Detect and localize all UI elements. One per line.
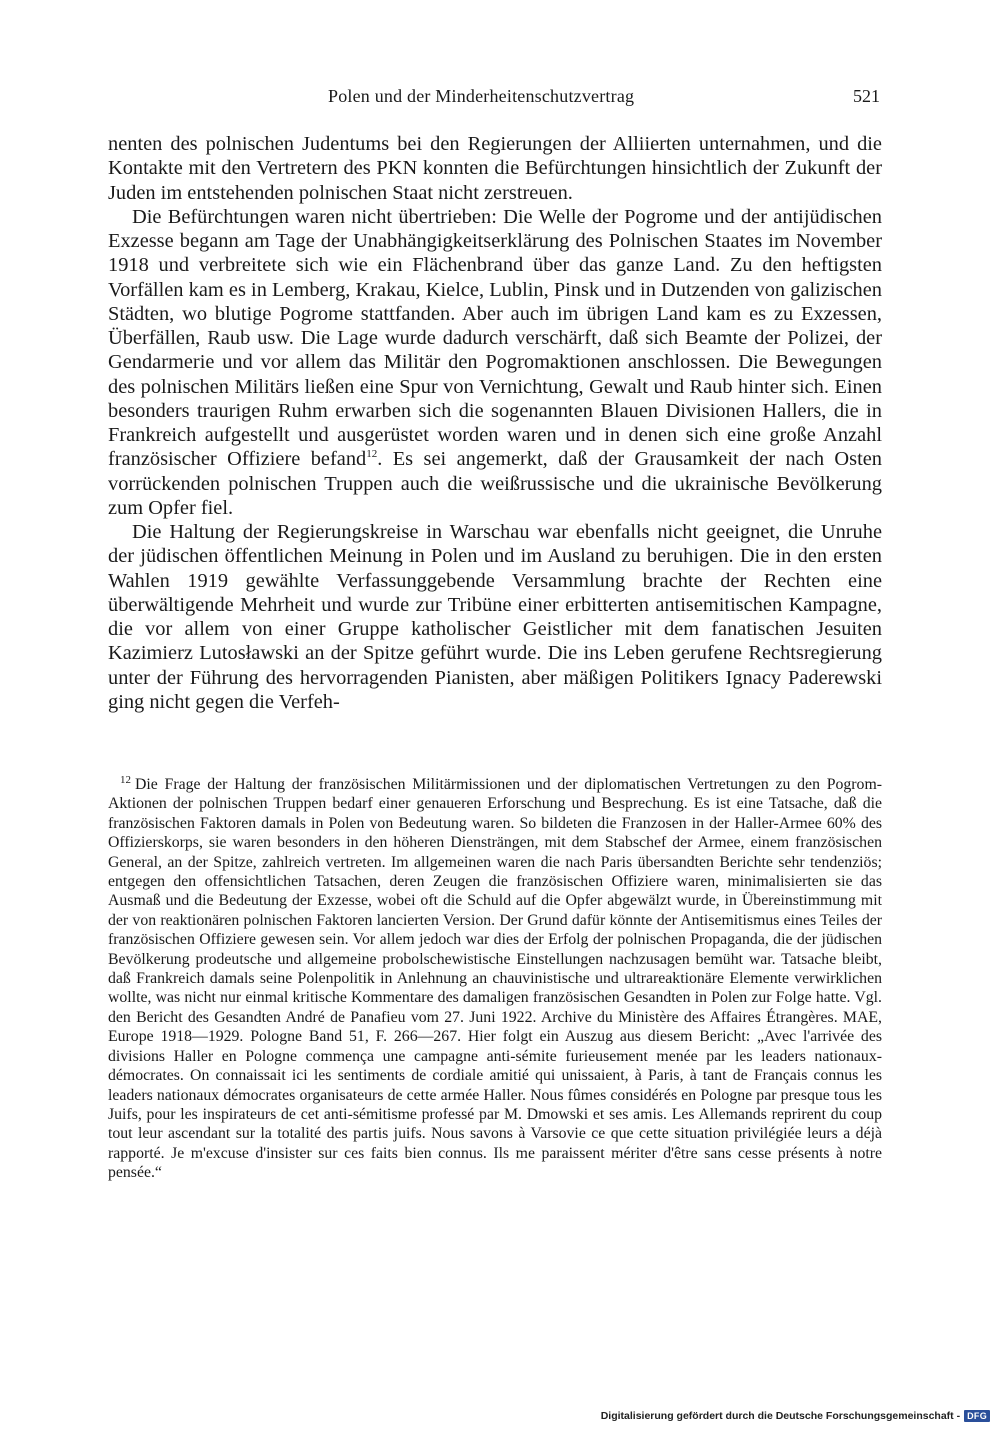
running-header xyxy=(108,86,880,110)
footnote-number: 12 xyxy=(120,773,131,786)
credit-text: Digitalisierung gefördert durch die Deutsche Forschungsgemeinschaft - xyxy=(600,1410,961,1422)
paragraph-2 xyxy=(108,205,882,520)
paragraph-1: nenten des polnischen Judentums bei den Regierungen der Alliierten unternahmen, und die Kontakte mit den Vertretern des PKN konnten die Befürchtungen hinsichtlich der Zukunft der Juden im entstehenden polnischen Staat nicht zerstreuen. xyxy=(108,133,882,204)
dfg-logo-icon: DFG xyxy=(964,1410,990,1422)
digitization-credit xyxy=(601,1410,990,1422)
paragraph-2-tail: . Es sei angemerkt, daß der Grausamkeit der nach Osten vorrückenden polnischen Truppen auch die weißrussische und die ukrainische Bevölkerung zum Opfer fiel. xyxy=(108,448,882,519)
running-title: Polen und der Minderheitenschutzvertrag xyxy=(328,86,635,106)
page-number: 521 xyxy=(853,86,880,106)
footnote-reference[interactable]: 12 xyxy=(366,448,378,461)
footnote xyxy=(108,775,882,1183)
main-text xyxy=(108,132,882,714)
paragraph-2-text: Die Befürchtungen waren nicht übertrieben: Die Welle der Pogrome und der antijüdischen Exzesse begann am Tage der Unabhängigkeitserklärung des Polnischen Staates im November 1918 und verbreitete sich wie ein Flächenbrand über das ganze Land. Zu den heftigsten Vorfällen kam es in Lemberg, Krakau, Kielce, Lublin, Pinsk und in Dutzenden von galizischen Städten, wo blutige Pogrome stattfanden. Aber auch im übrigen Land kam es zu Exzessen, Überfällen, Raub usw. Die Lage wurde dadurch verschärft, daß sich Beamte der Polizei, der Gendarmerie und vor allem das Militär den Pogromaktionen anschlossen. Die Bewegungen des polnischen Militärs ließen eine Spur von Vernichtung, Gewalt und Raub hinter sich. Einen besonders traurigen Ruhm erwarben sich die sogenannten Blauen Divisionen Hallers, die in Frankreich aufgestellt und ausgerüstet worden waren und in denen sich eine große Anzahl französischer Offiziere befand xyxy=(108,205,882,471)
paragraph-3: Die Haltung der Regierungskreise in Warschau war ebenfalls nicht geeignet, die Unruhe der jüdischen öffentlichen Meinung in Polen und im Ausland zu beruhigen. Die in den ersten Wahlen 1919 gewählte Verfassunggebende Versammlung brachte der Rechten eine überwältigende Mehrheit und wurde zur Tribüne einer erbitterten antisemitischen Kampagne, die vor allem von einer Gruppe katholischer Geistlicher mit dem fanatischen Jesuiten Kazimierz Lutosławski an der Spitze geführt wurde. Die ins Leben gerufene Rechtsregierung unter der Führung des hervorragenden Pianisten, aber mäßigen Politikers Ignacy Paderewski ging nicht gegen die Verfeh- xyxy=(108,521,882,713)
footnote-paragraph xyxy=(108,775,882,1183)
footnote-text: Die Frage der Haltung der französischen Militärmissionen und der diplomatischen Vertretungen zu den Pogrom-Aktionen der polnischen Truppen bedarf einer genaueren Erforschung und Besprechung. Es ist eine Tatsache, daß die französischen Faktoren damals in Polen von Bedeutung waren. So bildeten die Franzosen in der Haller-Armee 60% des Offizierskorps, sie waren besonders in den höheren Diensträngen, mit dem Stabschef der Armee, einem französischen General, an der Spitze, zahlreich vertreten. Im allgemeinen waren die nach Paris übersandten Berichte sehr tendenziös; entgegen den offensichtlichen Tatsachen, deren Zeugen die französischen Offiziere waren, minimalisierten sie das Ausmaß und die Bedeutung der Exzesse, wobei oft die Schuld auf die Opfer abgewälzt wurde, in Übereinstimmung mit der von reaktionären polnischen Faktoren lancierten Version. Der Grund dafür könnte der Antisemitismus eines Teiles der französischen Offiziere gewesen sein. Vor allem jedoch war dies der Erfolg der polnischen Propaganda, die der jüdischen Bevölkerung prodeutsche und allgemeine probolschewistische Einstellungen nachzusagen bemüht war. Tatsache bleibt, daß Frankreich damals seine Polenpolitik in Anlehnung an chauvinistische und ultrareaktionäre Elemente verwirklichen wollte, was nicht nur einmal kritische Kommentare des damaligen französischen Gesandten in Polen zur Folge hatte. Vgl. den Bericht des Gesandten André de Panafieu vom 27. Juni 1922. Archive du Ministère des Affaires Étrangères. MAE, Europe 1918—1929. Pologne Band 51, F. 266—267. Hier folgt ein Auszug aus diesem Bericht: „Avec l'arrivée des divisions Haller en Pologne commença une campagne anti-sémite furieusement menée par les leaders nationaux-démocrates. On connaissait ici les sentiments de cordiale amitié qui unissaient, à Paris, à tant de Français connus les leaders nationaux démocrates organisateurs de cette armée Haller. Nous fûmes considérés en Pologne par presque tous les Juifs, pour les inspirateurs de cet anti-sémitisme professé par M. Dmowski et ses amis. Les Allemands reprirent du coup tout leur ascendant sur la totalité des partis juifs. Nous savons à Varsovie ce que cette situation privilégiée leurs a déjà rapporté. Je m'excuse d'insister sur ces faits bien connus. Ils me paraissent mériter d'être sans cesse présents à notre pensée.“ xyxy=(108,776,882,1182)
